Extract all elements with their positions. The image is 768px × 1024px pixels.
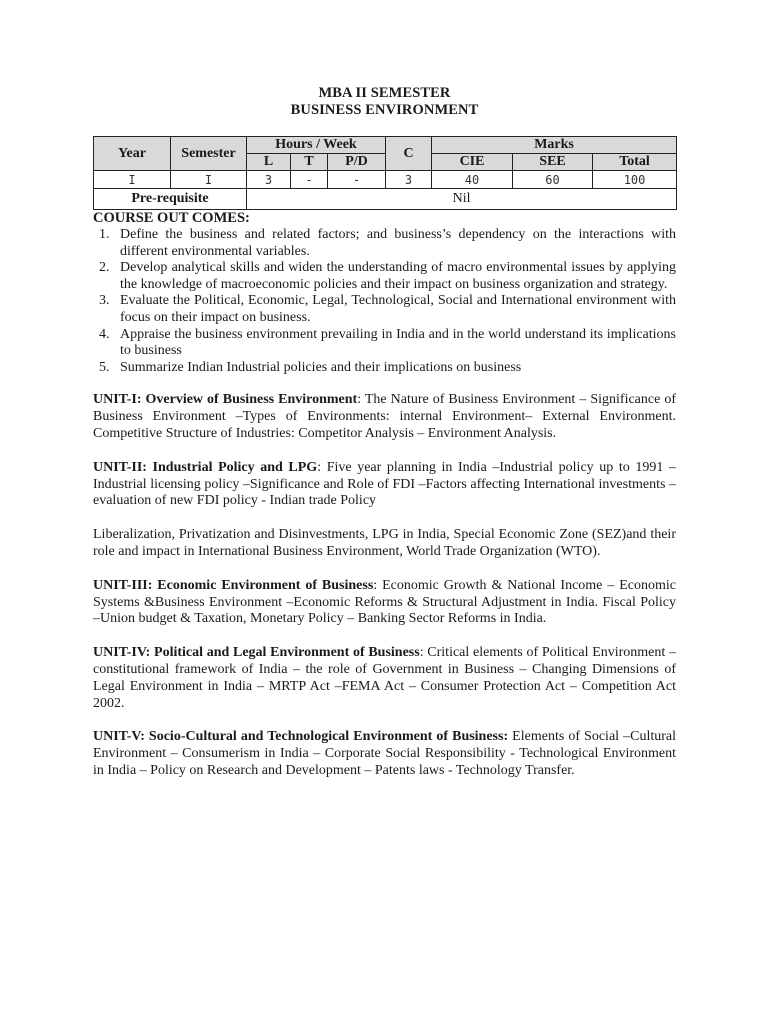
unit-4 <box>93 645 676 712</box>
item-number: 1. <box>99 227 110 242</box>
course-details-table <box>93 136 677 210</box>
list-item <box>93 327 676 360</box>
item-number: 5. <box>99 359 110 375</box>
unit-5 <box>93 729 676 779</box>
unit-body: : Five year planning in India –Industrial policy up to 1991 – Industrial licensing policy –Significance and Role of FDI –Factors affecting International investments –evaluation of new FDI policy - Indian trade Policy <box>93 459 676 509</box>
header-hours-per-week: Hours / Week <box>247 137 386 154</box>
unit-title: UNIT-V: Socio-Cultural and Technological Environment of Business: <box>93 729 509 745</box>
cell-practical: - <box>328 171 386 189</box>
prerequisite-value: Nil <box>247 189 677 210</box>
unit-title: UNIT-I: Overview of Business Environment <box>93 392 358 408</box>
header-tutorial: T <box>291 154 328 171</box>
cell-credits: 3 <box>386 171 432 189</box>
outcomes-list <box>93 227 676 376</box>
unit-body: : Economic Growth & National Income – Economic Systems &Business Environment –Economic Reforms & Structural Adjustment in India. Fiscal Policy –Union budget & Taxation, Monetary Policy – Banking Sector Reforms in India. <box>93 577 676 627</box>
unit-3 <box>93 578 676 628</box>
unit-title: UNIT-II: Industrial Policy and LPG <box>93 459 318 475</box>
table-row <box>94 171 677 189</box>
outcomes-heading: COURSE OUT COMES: <box>93 210 250 226</box>
item-text: Evaluate the Political, Economic, Legal, Technological, Social and International environment with focus on their impact on business. <box>120 293 676 325</box>
header-semester: Semester <box>171 137 247 171</box>
item-number: 2. <box>99 260 110 276</box>
item-text: Appraise the business environment prevailing in India and in the world understand its implications to business <box>120 326 676 359</box>
cell-tutorial: - <box>291 171 328 189</box>
header-cie: CIE <box>432 154 513 171</box>
header-see: SEE <box>513 154 593 171</box>
program-title: MBA II SEMESTER <box>318 85 451 101</box>
list-item <box>93 227 676 260</box>
unit-1 <box>93 392 676 442</box>
cell-cie: 40 <box>432 171 513 189</box>
cell-see: 60 <box>513 171 593 189</box>
header-lecture: L <box>247 154 291 171</box>
unit-title: UNIT-IV: Political and Legal Environment of Business <box>93 645 420 661</box>
cell-semester: I <box>171 171 247 189</box>
unit-2-continuation: Liberalization, Privatization and Disinvestments, LPG in India, Special Economic Zone (SEZ)and their role and impact in International Business Environment, World Trade Organization (WTO). <box>93 527 676 559</box>
course-title: BUSINESS ENVIRONMENT <box>290 102 479 118</box>
header-year: Year <box>94 137 171 171</box>
list-item <box>93 260 676 293</box>
item-text: Define the business and related factors; and business’s dependency on the interactions with different environmental variables. <box>120 227 676 259</box>
header-total: Total <box>593 154 677 171</box>
header-marks: Marks <box>432 137 677 154</box>
header-practical: P/D <box>328 154 386 171</box>
list-item <box>93 360 676 377</box>
list-item <box>93 293 676 326</box>
unit-2 <box>93 460 676 510</box>
cell-total: 100 <box>593 171 677 189</box>
unit-body: : Critical elements of Political Environment – constitutional framework of India – the role of Government in Business – Changing Dimensions of Legal Environment in India – MRTP Act –FEMA Act – Consumer Protection Act – Competition Act 2002. <box>93 645 676 711</box>
item-text: Develop analytical skills and widen the understanding of macro environmental issues by applying the knowledge of macroeconomic policies and their impact on business organization and strategy. <box>120 260 676 292</box>
item-number: 3. <box>99 293 110 309</box>
prerequisite-label: Pre-requisite <box>94 189 247 210</box>
unit-body: Elements of Social –Cultural Environment – Consumerism in India – Corporate Social Responsibility - Technological Environment in India – Policy on Research and Development – Patents laws - Technology Transfer. <box>93 729 676 778</box>
syllabus-page <box>93 85 676 780</box>
item-number: 4. <box>99 326 110 342</box>
header-credits: C <box>386 137 432 171</box>
unit-body: : The Nature of Business Environment – Significance of Business Environment –Types of Environments: internal Environment– External Environment. Competitive Structure of Industries: Competitor Analysis – Environment Analysis. <box>93 392 676 441</box>
unit-title: UNIT-III: Economic Environment of Business <box>93 577 374 593</box>
item-text: Summarize Indian Industrial policies and their implications on business <box>120 359 522 375</box>
cell-lecture: 3 <box>247 171 291 189</box>
cell-year: I <box>94 171 171 189</box>
spacer <box>93 119 676 136</box>
